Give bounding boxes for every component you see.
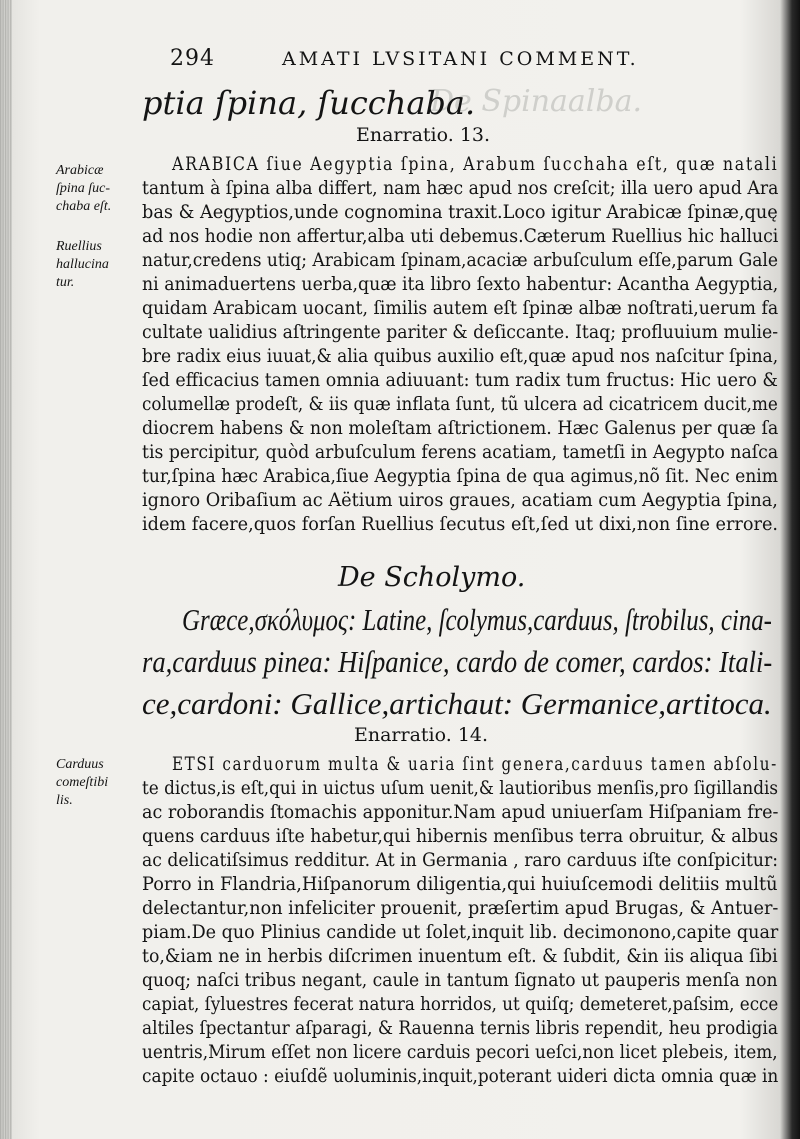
margin-note: lis. [56, 793, 73, 808]
enarratio-14: Enarratio. 14. [354, 724, 489, 746]
text-line: ad nos hodie non affertur,alba uti debemus.Cæterum Ruellius hic halluci [142, 225, 779, 247]
book-binding-edge [0, 0, 12, 1139]
synonyms-line: ce,cardoni: Gallice,artichaut: Germanice,artitoca. [142, 686, 772, 721]
text-line: natur,credens utiq; Arabicam ſpinam,acaciæ arbuſculum eſſe,parum Gale [142, 249, 778, 271]
text-line: uentris,Mirum eſſet non licere carduis pecori ueſci,non licet plebeis, item, [142, 1041, 778, 1063]
text-line: ETSI carduorum multa & uaria ſint genera,carduus tamen abſolu- [172, 753, 778, 775]
text-line: ignoro Oribaſium ac Aëtium uiros graues, acatiam cum Aegyptia ſpina, [142, 489, 778, 511]
text-line: bre radix eius iuuat,& alia quibus auxilio eſt,quæ apud nos naſcitur ſpina, [142, 345, 779, 367]
text-line: diocrem habens & non moleſtam aſtrictionem. Hæc Galenus per quæ ſa [142, 417, 779, 439]
text-line: quidam Arabicam uocant, ſimilis autem eſt ſpinæ albæ noſtrati,uerum fa [142, 297, 779, 319]
enarratio-13: Enarratio. 13. [356, 124, 491, 146]
text-line: quoq; naſci tribus negant, caule in tantum ſignato ut pauperis menſa non [142, 969, 778, 991]
text-line: idem facere,quos forſan Ruellius ſecutus eſt,ſed ut dixi,non ſine errore. [142, 513, 779, 535]
margin-note: Carduus [56, 757, 104, 772]
text-line: tur,ſpina hæc Arabica,ſiue Aegyptia ſpina de qua agimus,nõ ſit. Nec enim [142, 465, 779, 487]
synonyms-line: Græce,σκόλυμος: Latine, ſcolymus,carduus, ſtrobilus, cina- [182, 602, 772, 637]
text-line: capiat, ſyluestres fecerat natura horridos, ut quiſq; demeteret,paſsim, ecce [142, 993, 779, 1015]
text-line: ac delicatiſsimus redditur. At in Germania , raro carduus iſte conſpicitur: [142, 849, 778, 871]
page-header [170, 42, 770, 76]
text-line: to,&iam ne in herbis diſcrimen inuentum eſt. & ſubdit, &in iis aliqua ſibi [142, 945, 778, 967]
text-line: ARABICA ſiue Aegyptia ſpina, Arabum ſucchaha eſt, quæ natali [172, 153, 779, 175]
text-line: quens carduus iſte habetur,qui hibernis menſibus terra obruitur, & albus [142, 825, 779, 847]
synonyms-line: ra,carduus pinea: Hiſpanice, cardo de comer, cardos: Itali- [142, 644, 773, 679]
bleed-through-text: De Spinaalba. [430, 84, 643, 119]
text-line: tantum à ſpina alba differt, nam hæc apud nos creſcit; illa uero apud Ara [142, 177, 779, 199]
text-line: altiles ſpectantur aſparagi, & Rauenna ternis libris rependit, heu prodigia [142, 1017, 778, 1039]
text-line: cultate ualidius aſtringente pariter & deſiccante. Itaq; profluuium mulie- [142, 321, 779, 343]
text-line: Porro in Flandria,Hiſpanorum diligentia,qui huiuſcemodi delitiis multũ [142, 873, 778, 895]
margin-note: comeſtibi [56, 775, 109, 790]
page-number: 294 [170, 46, 215, 71]
top-fragment-title: ptia ſpina, ſucchaba. [142, 84, 476, 122]
text-line: te dictus,is eſt,qui in uictus uſum uenit,& lautioribus menſis,pro ſigillandis [142, 777, 779, 799]
text-line: piam.De quo Plinius candide ut ſolet,inquit lib. decimonono,capite quar [142, 921, 779, 943]
margin-note: Arabicæ [56, 163, 104, 178]
text-line: ac roborandis ſtomachis apponitur.Nam apud uniuerſam Hiſpaniam fre- [142, 801, 779, 823]
margin-note: chaba eſt. [56, 199, 112, 214]
text-line: bas & Aegyptios,unde cognomina traxit.Loco igitur Arabicæ ſpinæ,quę [142, 201, 778, 223]
text-line: capite octauo : eiuſdẽ uoluminis,inquit,poterant uideri dicta omnia quæ in [142, 1065, 779, 1087]
margin-note: ſpina ſuc- [56, 181, 111, 196]
text-line: delectantur,non infeliciter prouenit, præſertim apud Brugas, & Antuer- [142, 897, 779, 919]
section-heading: De Scholymo. [338, 562, 526, 593]
running-head: AMATI LVSITANI COMMENT. [282, 48, 639, 70]
margin-note: hallucina [56, 257, 109, 272]
text-line: ni animaduertens uerba,quæ ita libro ſexto habentur: Acantha Aegyptia, [142, 273, 779, 295]
text-line: columellæ prodeſt, & iis quæ inflata ſunt, tũ ulcera ad cicatricem ducit,me [142, 393, 778, 415]
margin-note: tur. [56, 275, 75, 290]
margin-note: Ruellius [56, 239, 102, 254]
text-line: ſed efficacius tamen omnia adiuuant: tum radix tum fructus: Hic uero & [142, 369, 778, 391]
text-line: tis percipitur, quòd arbuſculum ferens acatiam, tametſi in Aegypto naſca [142, 441, 779, 463]
